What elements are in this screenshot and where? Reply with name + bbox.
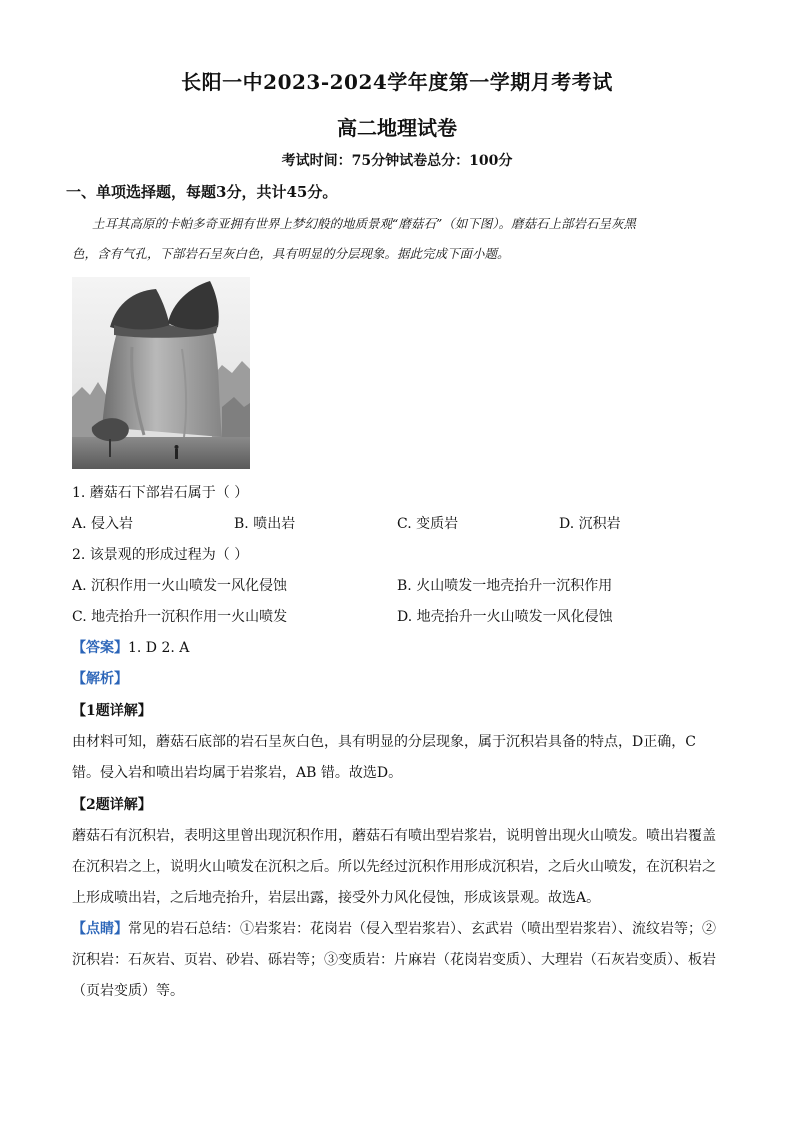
q1-option-c[interactable]: C. 变质岩 xyxy=(397,516,459,532)
detail-1-heading xyxy=(72,701,724,721)
exam-subject: 高二地理试卷 xyxy=(337,116,457,140)
detail-2-line-3: 上形成喷出岩，之后地壳抬升，岩层出露，接受外力风化侵蚀，形成该景观。故选A。 xyxy=(72,890,601,906)
q2-option-b[interactable]: B. 火山喷发一地壳抬升一沉积作用 xyxy=(397,578,613,594)
answer-label: 【答案】 xyxy=(72,640,128,656)
exam-info: 考试时间：75分钟试卷总分：100分 xyxy=(281,153,513,169)
tips-line-2: 沉积岩：石灰岩、页岩、砂岩、砾岩等；③变质岩：片麻岩（花岗岩变质）、大理岩（石灰岩变质）、板岩 xyxy=(72,952,716,968)
analysis-line xyxy=(72,669,724,689)
material-line-2: 色，含有气孔，下部岩石呈灰白色，具有明显的分层现象。据此完成下面小题。 xyxy=(72,246,510,261)
detail-1-line-1: 由材料可知，蘑菇石底部的岩石呈灰白色，具有明显的分层现象，属于沉积岩具备的特点，D正确，C xyxy=(72,734,696,750)
detail-2-label: 【2题详解】 xyxy=(72,797,152,813)
tips-line-3: （页岩变质）等。 xyxy=(72,983,184,999)
mushroom-rock-photo xyxy=(72,277,250,469)
answer-line xyxy=(72,638,724,658)
q1-option-d[interactable]: D. 沉积岩 xyxy=(559,516,621,532)
q2-option-c[interactable]: C. 地壳抬升一沉积作用一火山喷发 xyxy=(72,609,288,625)
analysis-label: 【解析】 xyxy=(72,671,128,687)
q2-option-d[interactable]: D. 地壳抬升一火山喷发一风化侵蚀 xyxy=(397,609,613,625)
tips-line-1 xyxy=(72,919,724,939)
material-line-1: 土耳其高原的卡帕多奇亚拥有世界上梦幻般的地质景观“磨菇石”（如下图）。磨菇石上部岩石呈灰黑 xyxy=(92,216,637,231)
answer-text: 1. D 2. A xyxy=(128,640,190,656)
question-1-stem: 1. 蘑菇石下部岩石属于（ ） xyxy=(72,485,249,501)
q2-option-a[interactable]: A. 沉积作用一火山喷发一风化侵蚀 xyxy=(72,578,288,594)
exam-title: 长阳一中2023-2024学年度第一学期月考考试 xyxy=(181,70,613,94)
q1-option-a[interactable]: A. 侵入岩 xyxy=(72,516,134,532)
section-heading: 一、单项选择题，每题3分，共计45分。 xyxy=(66,183,338,201)
tips-label: 【点睛】 xyxy=(72,921,128,937)
detail-2-heading xyxy=(72,795,724,815)
detail-1-line-2: 错。侵入岩和喷出岩均属于岩浆岩，AB 错。故选D。 xyxy=(72,765,403,781)
detail-1-label: 【1题详解】 xyxy=(72,703,152,719)
detail-2-line-1: 蘑菇石有沉积岩，表明这里曾出现沉积作用，蘑菇石有喷出型岩浆岩，说明曾出现火山喷发。喷出岩覆盖 xyxy=(72,828,716,844)
detail-2-line-2: 在沉积岩之上，说明火山喷发在沉积之后。所以先经过沉积作用形成沉积岩，之后火山喷发，在沉积岩之 xyxy=(72,859,716,875)
question-2-stem: 2. 该景观的形成过程为（ ） xyxy=(72,547,249,563)
q1-option-b[interactable]: B. 喷出岩 xyxy=(234,516,296,532)
tips-text-1: 常见的岩石总结：①岩浆岩：花岗岩（侵入型岩浆岩）、玄武岩（喷出型岩浆岩）、流纹岩等；② xyxy=(128,921,716,937)
